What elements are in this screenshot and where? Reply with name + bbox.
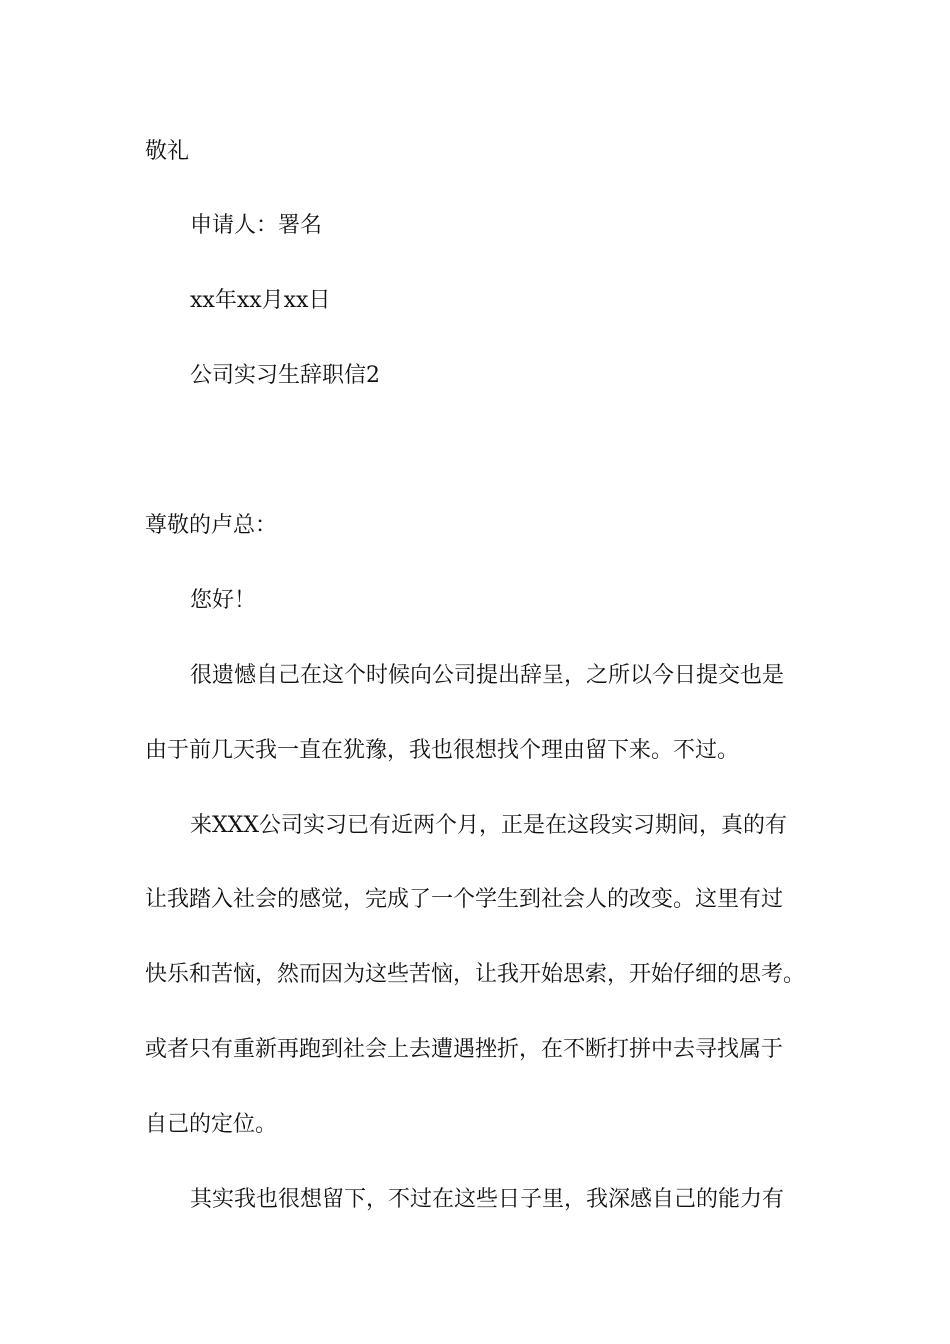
greeting-hello: 您好！ <box>190 588 257 613</box>
paragraph-line: 很遗憾自己在这个时候向公司提出辞呈，之所以今日提交也是 <box>190 663 785 688</box>
paragraph-line: 其实我也很想留下，不过在这些日子里，我深感自己的能力有 <box>190 1187 785 1212</box>
applicant-signature: 申请人：署名 <box>190 213 323 238</box>
closing-salutation: 敬礼 <box>145 139 190 164</box>
paragraph-line: 快乐和苦恼，然而因为这些苦恼，让我开始思索，开始仔细的思考。 <box>145 962 806 987</box>
paragraph-line: 由于前几天我一直在犹豫，我也很想找个理由留下来。不过。 <box>145 738 740 763</box>
paragraph-line: 来XXX公司实习已有近两个月，正是在这段实习期间，真的有 <box>190 813 787 838</box>
greeting-recipient: 尊敬的卢总： <box>145 513 278 538</box>
paragraph-line: 自己的定位。 <box>145 1112 278 1137</box>
paragraph-line: 或者只有重新再跑到社会上去遭遇挫折，在不断打拼中去寻找属于 <box>145 1037 784 1062</box>
section-title: 公司实习生辞职信2 <box>190 363 380 388</box>
date-line: xx年xx月xx日 <box>190 288 331 313</box>
paragraph-line: 让我踏入社会的感觉，完成了一个学生到社会人的改变。这里有过 <box>145 887 784 912</box>
